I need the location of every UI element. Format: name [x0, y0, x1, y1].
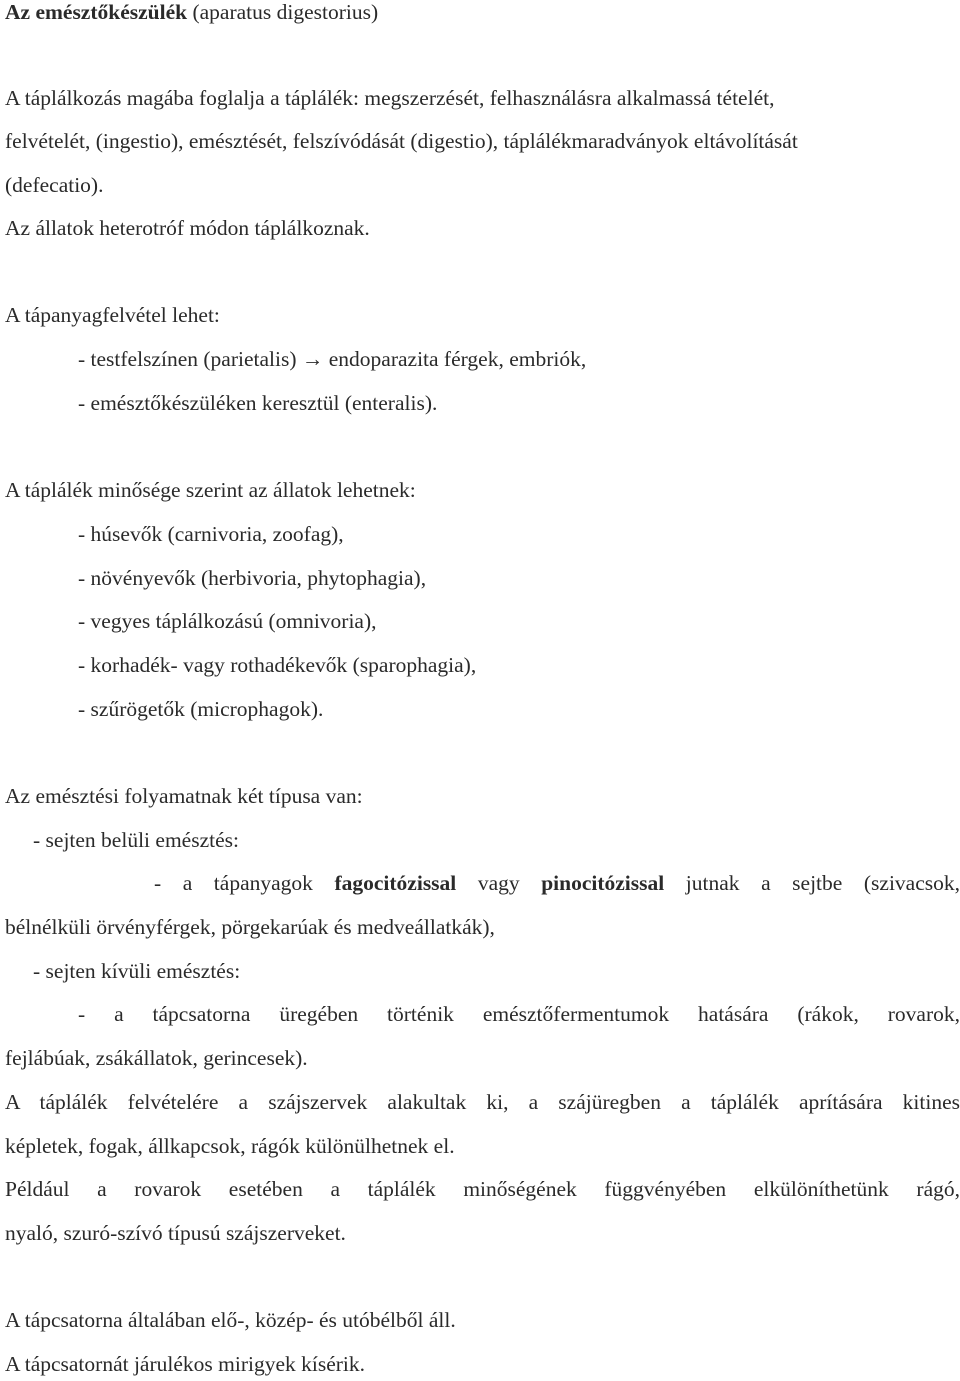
digestion-heading: Az emésztési folyamatnak két típusa van:: [5, 784, 363, 808]
intracellular-label: - sejten belüli emésztés:: [33, 828, 239, 852]
term-pinocytosis: pinocitózissal: [541, 871, 665, 895]
intro-line-3: (defecatio).: [5, 173, 104, 197]
extracellular-line-1: - a tápcsatorna üregében történik emésztőfermentumok hatására (rákok, rovarok,: [78, 1002, 960, 1026]
title-bold: Az emésztőkészülék: [5, 0, 188, 24]
uptake-heading: A tápanyagfelvétel lehet:: [5, 303, 220, 327]
food-quality-item: - vegyes táplálkozású (omnivoria),: [78, 609, 377, 633]
uptake-item-1: - testfelszínen (parietalis) → endoparazita férgek, embriók,: [78, 347, 587, 371]
intra-mid: vagy: [456, 871, 542, 895]
uptake-item-2: - emésztőkészüléken keresztül (enteralis).: [78, 391, 438, 415]
title-rest: (aparatus digestorius): [187, 0, 379, 24]
mouthparts-line-2: képletek, fogak, állkapcsok, rágók különülhetnek el.: [5, 1134, 455, 1158]
mouthparts-line-3: Például a rovarok esetében a táplálék minőségének függvényében elkülöníthetünk rágó,: [5, 1177, 960, 1201]
extracellular-label: - sejten kívüli emésztés:: [33, 959, 241, 983]
intracellular-continuation: bélnélküli örvényférgek, pörgekarúak és medveállatkák),: [5, 915, 495, 939]
extracellular-line-2: fejlábúak, zsákállatok, gerincesek).: [5, 1046, 308, 1070]
intra-pre: - a tápanyagok: [154, 871, 335, 895]
food-quality-heading: A táplálék minősége szerint az állatok lehetnek:: [5, 478, 416, 502]
intro-line-1: A táplálkozás magába foglalja a táplálék: megszerzését, felhasználásra alkalmassá tételét,: [5, 86, 775, 110]
closing-line-2: A tápcsatornát járulékos mirigyek kísérik.: [5, 1352, 366, 1376]
intro-line-2: felvételét, (ingestio), emésztését, felszívódását (digestio), táplálékmaradványok eltávolítását: [5, 129, 798, 153]
food-quality-item: - húsevők (carnivoria, zoofag),: [78, 522, 344, 546]
intra-post: jutnak a sejtbe (szivacsok,: [664, 871, 960, 895]
food-quality-item: - korhadék- vagy rothadékevők (sparophagia),: [78, 653, 477, 677]
closing-line-1: A tápcsatorna általában elő-, közép- és utóbélből áll.: [5, 1308, 456, 1332]
mouthparts-line-4: nyaló, szuró-szívó típusú szájszerveket.: [5, 1221, 346, 1245]
intro-line-4: Az állatok heterotróf módon táplálkoznak.: [5, 216, 370, 240]
food-quality-item: - szűrögetők (microphagok).: [78, 697, 324, 721]
term-phagocytosis: fagocitózissal: [334, 871, 457, 895]
mouthparts-line-1: A táplálék felvételére a szájszervek alakultak ki, a szájüregben a táplálék aprítására kitines: [5, 1090, 960, 1114]
page-title: [5, 2, 378, 24]
food-quality-item: - növényevők (herbivoria, phytophagia),: [78, 566, 427, 590]
intracellular-description: [154, 873, 960, 895]
